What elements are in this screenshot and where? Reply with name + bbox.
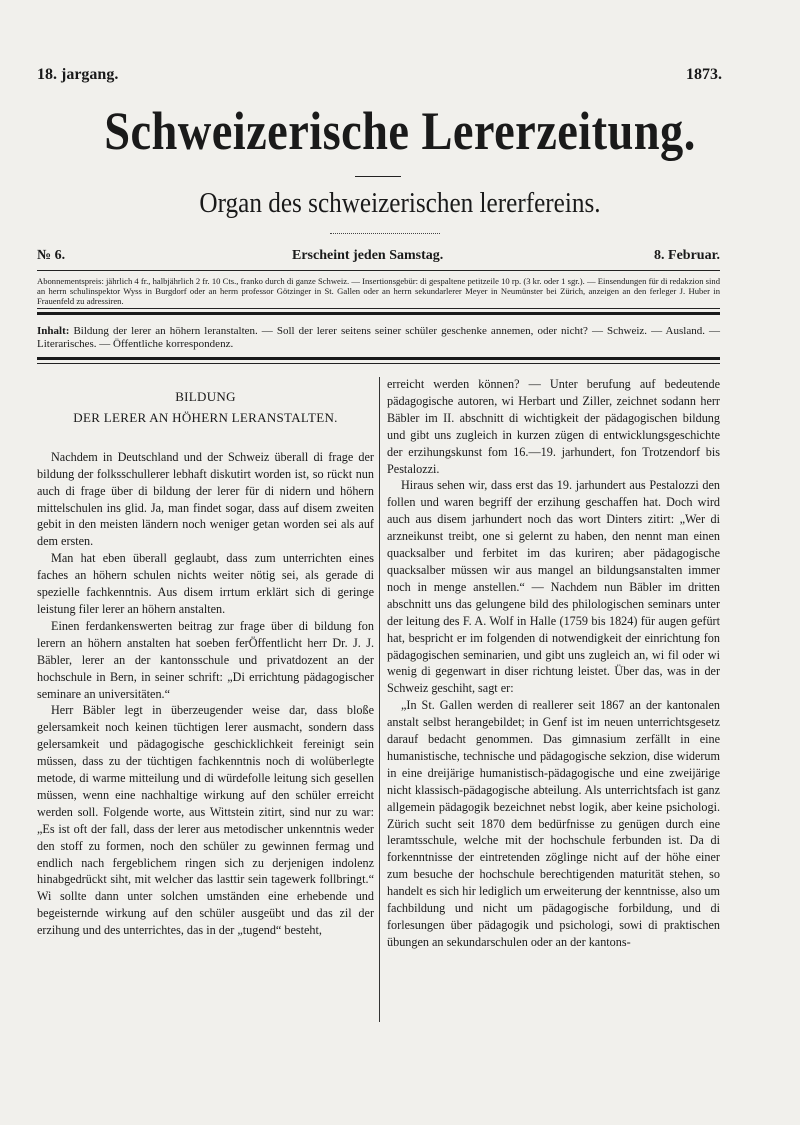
paragraph: Hiraus sehen wir, dass erst das 19. jarhundert aus Pestalozzi den follen und waren begriff der erzihung geschaffen hat. Doch wird auch aus disem jarhundert noch das wort Dinters zitirt: „Wer di arzneikunst treibt, one si gelernt zu haben, den nennt man einen quacksalber und ferbitet im das kuriren; aber pädagogische quacksalber müssen wir aus mangel an bildungsanstalten immer noch in menge anstellen.“ — Nachdem nun Bäbler im dritten abschnitt uns das gelungene bild des philologischen seminars unter der leitung des F. A. Wolf in Halle (1759 bis 1824) für augen gefürt hat, bespricht er im folgenden di notwendigkeit der einrichtung fon pädagogischen seminarien, und gibt uns zugleich an, wi fil oder wi wenig di gegenwart in diser richtung leistet. Über das, was in der Schweiz geschiht, sagt er:	[387, 478, 720, 696]
ornament-rule	[330, 233, 440, 234]
subscription-notice: Abonnementspreis: jährlich 4 fr., halbjährlich 2 fr. 10 Cts., franko durch di ganze Schweiz. — Insertionsgebür: di gespaltene petitzeile 10 rp. (3 kr. oder 1 sgr.). — Einsendungen für di redakzion sind an herrn schulinspektor Wyss in Burgdorf oder an herrn professor Götzinger in St. Gallen oder an herrn sekundarlerer Meyer in Neumünster bei Zürich, anzeigen an den ferleger J. Huber in Frauenfeld zu adressiren.	[37, 276, 720, 306]
paragraph: Man hat eben überall geglaubt, dass zum unterrichten eines faches an höhern schulen nichts weiter nötig sei, als gerade di spezielle fachkenntnis. Aus disem irrtum erklärt sich di geringe leistung filer lerer an höhern anstalten.	[37, 551, 374, 616]
masthead-subtitle: Organ des schweizerischen lererfereins.	[199, 188, 601, 219]
rule-thick-2	[37, 357, 720, 360]
article-heading-2: DER LERER AN HÖHERN LERANSTALTEN.	[73, 409, 338, 425]
issue-date: 8. Februar.	[654, 248, 720, 263]
paragraph: „In St. Gallen werden di reallerer seit 1867 an der kantonalen anstalt selbst herangebildet; in Genf ist im neuen unterrichtsgesetz darauf bedacht genommen. Das gimnasium zerfällt in eine humanistische, technische und pädagogische sekzion, dise widerum in eine dreijärige humanistisch-pädagogische und eine zweijärige nicht klassisch-pädagogische abteilung. Als unterrichtsfach ist ganz allgemein pädagogik bezeichnet nebst logik, aber keine psichologi. Zürich sucht seit 1870 dem bedürfnisse zu genügen durch eine leramtsschule, welche mit der hochschule ferbunden ist. Da di forkenntnisse der eintretenden zöglinge nicht auf der höhe einer zum besuche der hochschule berechtigenden maturität stehen, so handelt es sich hir lediglich um erweiterung der kenntnisse, also um fachbildung und nicht um pädagogische forbildung, und di forlesungen über pädagogik und psichologi, sowi di praktischen übungen an sekundarschulen oder an der kantons-	[387, 698, 720, 949]
paragraph: Herr Bäbler legt in überzeugender weise dar, dass bloße gelersamkeit noch keinen tüchtigen lerer ausmacht, sondern dass gelersamkeit und pädagogische geschicklichkeit fereinigt sein müssen, dass zu der tüchtigen fachkenntnis noch di wolüberlegte metode, di warme mitteilung und di würdefolle leitung sich gesellen müssen, wenn eine nachhaltige wirkung auf den schüler erreicht werden soll. Folgende worte, aus Wittstein zitirt, sind nur zu war: „Es ist oft der fall, dass der lerer aus metodischer unkenntnis weder den stoff zu formen, noch den schüler zu gewinnen fermag und endlich nach fergeblichem ringen sich zu derjenigen indolenz hinabgedrückt siht, mit welcher das lasttir sein tagewerk follbringt.“ Wi sollte dann unter solchen umständen eine erhebende und begeisternde wirkung auf den schüler ausgeübt und das zil der erzihung und des unterrichtes, das in der „tugend“ besteht,	[37, 703, 374, 938]
masthead-title: Schweizerische Lererzeitung.	[104, 101, 696, 161]
title-rule	[355, 176, 401, 177]
column-left	[37, 385, 374, 939]
column-divider	[379, 377, 380, 1022]
paragraph: erreicht werden können? — Unter berufung auf bedeutende pädagogische autoren, wi Herbart und Ziller, zeichnet sodann herr Bäbler im II. abschnitt di wichtigkeit der pädagogischen bildung und gibt uns zugleich in kurzen zügen di entwicklungsgeschichte der erzihungskunst fom 16.—19. jarhundert, fon Trotzendorf bis Pestalozzi.	[387, 377, 720, 476]
issue-number: № 6.	[37, 248, 66, 263]
paragraph: Nachdem in Deutschland und der Schweiz überall di frage der bildung der folksschullerer lebhaft diskutirt worden ist, so rückt nun auch di frage über di bildung der lerer für di nidern und höhern mittelschulen ins glid. Ja, man findet sogar, dass auf disem zweiten gebit in den meisten ländern noch weniger getan worden sei als auf dem ersten.	[37, 449, 374, 549]
rule-thin-2	[37, 363, 720, 364]
contents-text: Bildung der lerer an höhern leranstalten. — Soll der lerer seitens seiner schüler geschenke annemen, oder nicht? — Schweiz. — Ausland. — Literarisches. — Öffentliche korrespondenz.	[37, 325, 721, 350]
contents-box	[37, 325, 720, 351]
rule-top	[37, 270, 720, 271]
column-right	[387, 376, 720, 951]
volume-label: 18. jargang.	[37, 66, 119, 83]
rule-thick-1	[37, 312, 720, 315]
rule-notice-bottom	[37, 308, 720, 309]
contents-label: Inhalt:	[37, 325, 70, 337]
year-label: 1873.	[686, 66, 722, 83]
article-heading-1: BILDUNG	[175, 389, 236, 404]
paragraph: Einen ferdankenswerten beitrag zur frage über di bildung fon lerern an höhern anstalten hat soeben ferÖffentlicht herr Dr. J. J. Bäbler, lerer an der kantonsschule und privatdozent an der hochschule in Bern, in seiner schrift: „Di errichtung pädagogischer seminare an universitäten.“	[37, 618, 374, 701]
issue-schedule: Erscheint jeden Samstag.	[292, 248, 444, 263]
